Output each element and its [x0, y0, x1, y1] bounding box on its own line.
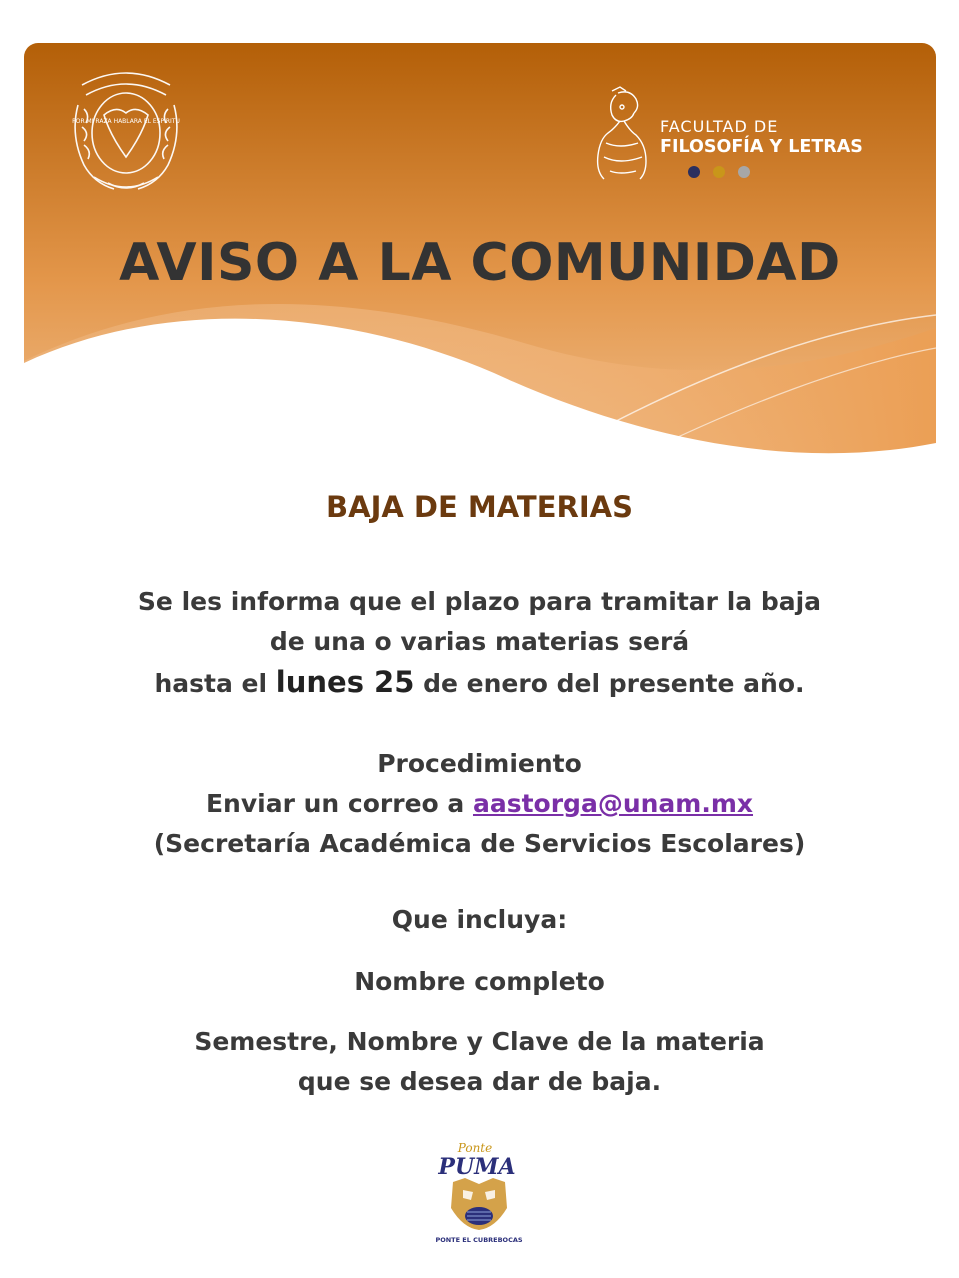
notice-paragraph: [0, 582, 959, 704]
procedure-office: (Secretaría Académica de Servicios Escolares): [153, 829, 806, 858]
unam-seal-icon: [64, 65, 188, 199]
procedure-title: Procedimiento: [377, 749, 582, 778]
dot-gray: [738, 166, 750, 178]
ponte-puma-icon: [429, 1138, 529, 1248]
email-link[interactable]: aastorga@unam.mx: [472, 789, 754, 818]
procedure-instruction: [0, 784, 959, 824]
page-headline: AVISO A LA COMUNIDAD: [119, 233, 841, 293]
notice-line-3: [0, 662, 959, 704]
faculty-color-dots: [688, 163, 763, 182]
athena-icon: [590, 85, 654, 181]
procedure-section: [0, 744, 959, 864]
deadline-suffix: de enero del presente año.: [414, 669, 805, 698]
puma-logo-main: PUMA: [438, 1154, 516, 1180]
include-item-course: [0, 1022, 959, 1102]
faculty-name-line2: FILOSOFÍA Y LETRAS: [660, 137, 863, 157]
unam-motto-text: POR MI RAZA HABLARA EL ESPIRITU: [72, 118, 180, 125]
include-item-name: Nombre completo: [354, 967, 605, 996]
include-item-course-line1: Semestre, Nombre y Clave de la materia: [194, 1027, 765, 1056]
deadline-prefix: hasta el: [154, 669, 276, 698]
include-title: Que incluya:: [391, 905, 568, 934]
notice-line-2: de una o varias materias será: [269, 627, 690, 656]
dot-gold: [713, 166, 725, 178]
notice-line-1: Se les informa que el plazo para tramitar la baja: [137, 587, 822, 616]
notice-title: BAJA DE MATERIAS: [326, 490, 633, 524]
header-banner: [24, 43, 936, 473]
include-item-course-line2: que se desea dar de baja.: [297, 1067, 662, 1096]
faculty-logo: [590, 85, 910, 181]
notice-body: [0, 490, 959, 1102]
puma-logo-caption: PONTE EL CUBREBOCAS: [435, 1236, 523, 1244]
procedure-prefix: Enviar un correo a: [205, 789, 473, 818]
deadline-date: lunes 25: [275, 665, 415, 699]
dot-navy: [688, 166, 700, 178]
faculty-name-line1: FACULTAD DE: [660, 117, 779, 136]
puma-logo-top: Ponte: [457, 1141, 493, 1155]
